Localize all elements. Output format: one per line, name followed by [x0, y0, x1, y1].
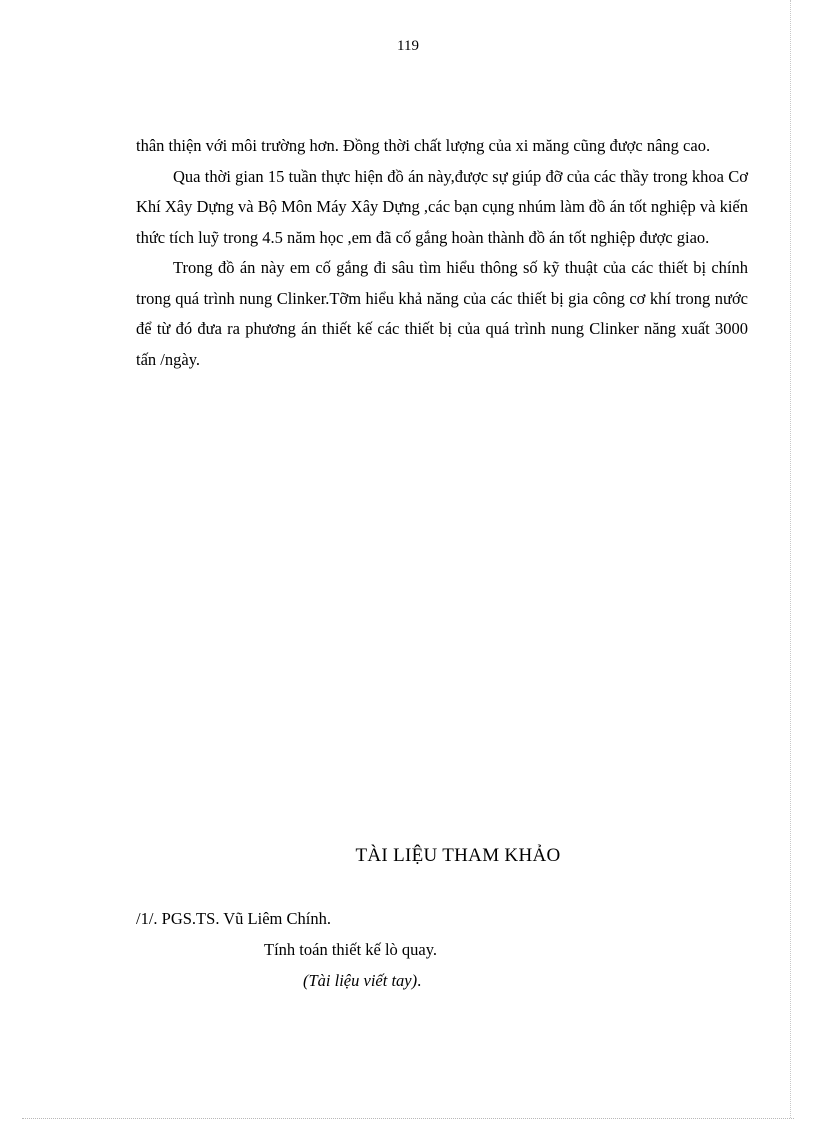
paragraph-3: Trong đồ án này em cố gắng đi sâu tìm hiểu thông số kỹ thuật của các thiết bị chính trong quá trình nung Clinker.Tỡm hiểu khả năng của các thiết bị gia công cơ khí trong nước để từ đó đưa ra phương án thiết kế các thiết bị của quá trình nung Clinker năng xuất 3000 tấn /ngày. [136, 258, 748, 369]
page-number: 119 [397, 38, 419, 54]
reference-note [136, 965, 748, 996]
references-heading: TÀI LIỆU THAM KHẢO [355, 845, 561, 866]
page-side-rule [790, 0, 791, 1118]
reference-author: /1/. PGS.TS. Vũ Liêm Chính. [136, 909, 331, 928]
paragraph-1: thân thiện với môi trường hơn. Đồng thời chất lượng của xi măng cũng được nâng cao. [136, 136, 711, 155]
paragraph-2: Qua thời gian 15 tuần thực hiện đồ án này,được sự giúp đỡ của các thầy trong khoa Cơ Khí Xây Dựng và Bộ Môn Máy Xây Dựng ,các bạn cụng nhúm làm đồ án tốt nghiệp và kiến thức tích luỹ trong 4.5 năm học ,em đã cố gắng hoàn thành đồ án tốt nghiệp được giao. [136, 166, 748, 247]
body-text [136, 131, 748, 375]
reference-title: Tính toán thiết kế lò quay. [264, 940, 438, 959]
reference-item [136, 903, 748, 996]
reference-note-end: . [417, 971, 422, 990]
page-bottom-rule [22, 1118, 794, 1119]
reference-note-text: (Tài liệu viết tay) [303, 971, 418, 990]
